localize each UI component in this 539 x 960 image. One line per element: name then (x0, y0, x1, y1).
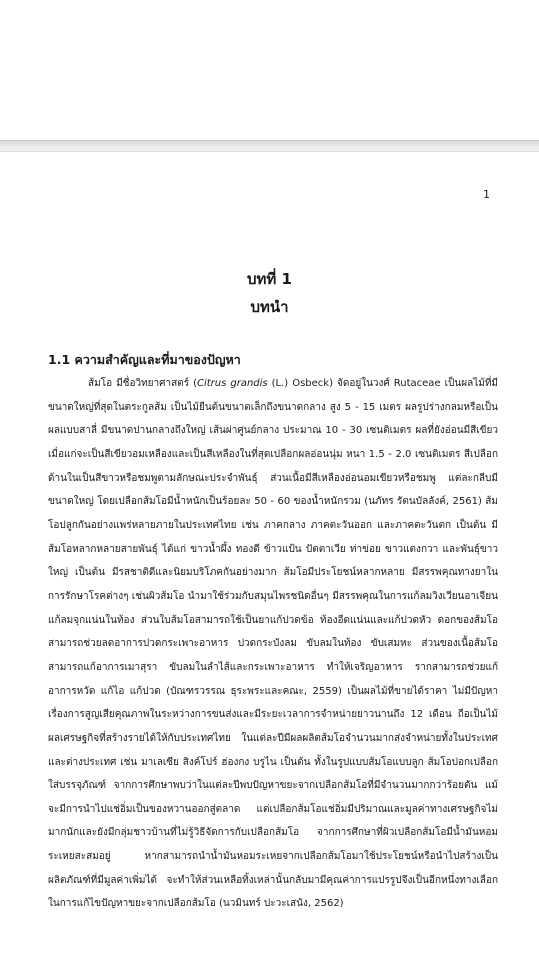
document-page (0, 152, 539, 960)
page-separator (0, 140, 539, 152)
previous-page-area (0, 0, 539, 140)
section-heading: 1.1 ความสำคัญและที่มาของปัญหา (48, 352, 241, 367)
chapter-number: บทที่ 1 (247, 270, 292, 288)
paragraph-text-start: ส้มโอ มีชื่อวิทยาศาสตร์ ( (88, 378, 197, 389)
page-number: 1 (483, 188, 490, 201)
chapter-title: บทนำ (250, 298, 289, 316)
scientific-name: Citrus grandis (197, 378, 268, 389)
body-paragraph (48, 372, 498, 952)
paragraph-text-rest: (L.) Osbeck) จัดอยู่ในวงศ์ Rutaceae เป็นผลไม้ที่มีขนาดใหญ่ที่สุดในตระกูลส้ม เป็นไม้ยืนต้นขนาดเล็กถึงขนาดกลาง สูง 5 - 15 เมตร ผลรูปร่างกลมหรือเป็นผลแบบสาลี่ มีขนาดปานกลางถึงใหญ่ เส้นผ่าศูนย์กลาง ประมาณ 10 - 30 เซนติเมตร ผลที่ยังอ่อนมีสีเขียว เมื่อแก่จะเป็นสีเขียวอมเหลืองและเป็นสีเหลืองในที่สุดเปลือกผลอ่อนนุ่ม หนา 1.5 - 2.0 เซนติเมตร สีเปลือกด้านในเป็นสีขาวหรือชมพูตามลักษณะประจำพันธุ์ ส่วนเนื้อมีสีเหลืองอ่อนอมเขียวหรือชมพู แต่ละกลีบมีขนาดใหญ่ โดยเปลือกส้มโอมีน้ำหนักเป็นร้อยละ 50 - 60 ของน้ำหนักรวม (นภัทร รัตนบัลลังค์, 2561) ส้มโอปลูกกันอย่างแพร่หลายภายในประเทศไทย เช่น ภาคกลาง ภาคตะวันออก และภาคตะวันตก เป็นต้น มีส้มโอหลากหลายสายพันธุ์ ได้แก่ ขาวน้ำผึ้ง ทองดี ข้าวแป้น ปัตตาเวีย ท่าข่อย ขาวแตงกวา และพันธุ์ขาวใหญ่ เป็นต้น มีรสชาติดีและนิยมบริโภคกันอย่างมาก ส้มโอมีประโยชน์หลากหลาย มีสรรพคุณทางยาในการรักษาโรคต่างๆ เช่นผิวส้มโอ นำมาใช้ร่วมกับสมุนไพรชนิดอื่นๆ มีสรรพคุณในการแก้ลมวิงเวียนอาเจียน แก้ลมจุกแน่นในท้อง ส่วนใบส้มโอสามารถใช้เป็นยาแก้ปวดข้อ ท้องอืดแน่นและแก้ปวดหัว ดอกของส้มโอสามารถช่วยลดอาการปวดกระเพาะอาหาร ปวดกระบังลม ขับลมในท้อง ขับเสมหะ ส่วนของเนื้อส้มโอสามารถแก้อาการเมาสุรา ขับลมในลำไส้และกระเพาะอาหาร ทำให้เจริญอาหาร รากสามารถช่วยแก้อาการหวัด แก้ไอ แก้ปวด (บัณฑรวรรณ ธุระพระและคณะ, 2559) เป็นผลไม้ที่ขายได้ราคา ไม่มีปัญหาเรื่องการสูญเสียคุณภาพในระหว่างการขนส่งและมีระยะเวลาการจำหน่ายยาวนานถึง 12 เดือน ถือเป็นไม้ผลเศรษฐกิจที่สร้างรายได้ให้กับประเทศไทย ในแต่ละปีมีผลผลิตส้มโอจำนวนมากส่งจำหน่ายทั้งในประเทศและต่างประเทศ เช่น มาเลเซีย สิงค์โปร์ ฮ่องกง บรูไน เป็นต้น ทั้งในรูปแบบส้มโอแบบลูก ส้มโอปอกเปลือกใส่บรรจุภัณฑ์ จากการศึกษาพบว่าในแต่ละปีพบปัญหาขยะจากเปลือกส้มโอที่มีจำนวนมากกว่าร้อยตัน แม้จะมีการนำไปแช่อิ่มเป็นของหวานออกสู่ตลาด แต่เปลือกส้มโอแช่อิ่มมีปริมาณและมูลค่าทางเศรษฐกิจไม่มากนักและยังมีกลุ่มชาวบ้านที่ไม่รู้วิธีจัดการกับเปลือกส้มโอ จากการศึกษาที่ผิวเปลือกส้มโอมีน้ำมันหอมระเหยสะสมอยู่ หากสามารถนำน้ำมันหอมระเหยจากเปลือกส้มโอมาใช้ประโยชน์หรือนำไปสร้างเป็นผลิตภัณฑ์ที่มีมูลค่าเพิ่มได้ จะทำให้ส่วนเหลือทิ้งเหล่านั้นกลับมามีคุณค่าการแปรรูปจึงเป็นอีกหนึ่งทางเลือกในการแก้ไขปัญหาขยะจากเปลือกส้มโอ (นวมินทร์ ปะวะเสนัง, 2562) (48, 378, 498, 910)
